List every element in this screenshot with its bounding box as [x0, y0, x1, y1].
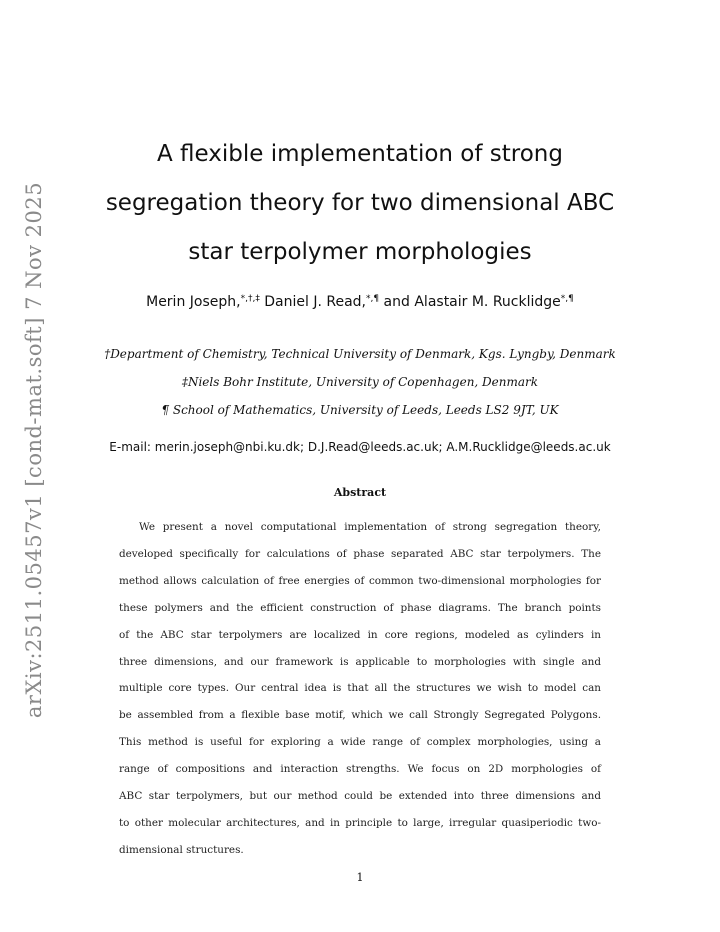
author-name: Daniel J. Read, [259, 294, 367, 310]
author-list [60, 294, 660, 310]
title-line: segregation theory for two dimensional ABC [105, 190, 615, 216]
author-affiliation-marks: *,¶ [366, 294, 380, 304]
affiliation-list [60, 340, 660, 424]
arxiv-identifier: arXiv:2511.05457v1 [cond-mat.soft] 7 Nov 2025 [22, 181, 46, 719]
abstract-line: multiple core types. Our central idea is that all the structures we wish to model can [119, 682, 601, 695]
abstract-heading: Abstract [333, 486, 387, 499]
abstract-line: range of compositions and interaction strengths. We focus on 2D morphologies of [119, 763, 601, 776]
affiliation-line: ¶ School of Mathematics, University of Leeds, Leeds LS2 9JT, UK [161, 403, 559, 417]
author-affiliation-marks: *,¶ [560, 294, 574, 304]
email-line: E-mail: merin.joseph@nbi.ku.dk; D.J.Read@leeds.ac.uk; A.M.Rucklidge@leeds.ac.uk [109, 440, 611, 454]
abstract-body [119, 514, 601, 864]
abstract-line: developed specifically for calculations of phase separated ABC star terpolymers. The [119, 547, 601, 560]
abstract-line: be assembled from a flexible base motif, which we call Strongly Segregated Polygons. [119, 709, 601, 722]
affiliation-line: †Department of Chemistry, Technical University of Denmark, Kgs. Lyngby, Denmark [104, 347, 616, 361]
abstract-line: ABC star terpolymers, but our method could be extended into three dimensions and [119, 790, 601, 803]
abstract-line: method allows calculation of free energies of common two-dimensional morphologies for [119, 574, 601, 587]
abstract-line: of the ABC star terpolymers are localized in core regions, modeled as cylinders in [119, 628, 601, 641]
abstract-line: We present a novel computational implementation of strong segregation theory, [139, 521, 601, 533]
abstract-line: these polymers and the efficient construction of phase diagrams. The branch points [119, 601, 601, 614]
arxiv-sidebar [14, 0, 54, 932]
paper-title [90, 130, 630, 277]
abstract-line: dimensional structures. [119, 843, 244, 856]
title-line: A flexible implementation of strong [157, 141, 563, 167]
abstract-line: to other molecular architectures, and in principle to large, irregular quasiperiodic two- [119, 816, 601, 829]
page-number: 1 [356, 871, 364, 884]
title-line: star terpolymer morphologies [188, 239, 532, 265]
author-name: and Alastair M. Rucklidge [379, 294, 561, 310]
affiliation-line: ‡Niels Bohr Institute, University of Copenhagen, Denmark [181, 375, 539, 389]
author-affiliation-marks: *,†,‡ [240, 294, 260, 304]
author-name: Merin Joseph, [146, 294, 241, 310]
abstract-line: three dimensions, and our framework is applicable to morphologies with single and [119, 655, 601, 668]
abstract-line: This method is useful for exploring a wide range of complex morphologies, using a [119, 736, 601, 749]
